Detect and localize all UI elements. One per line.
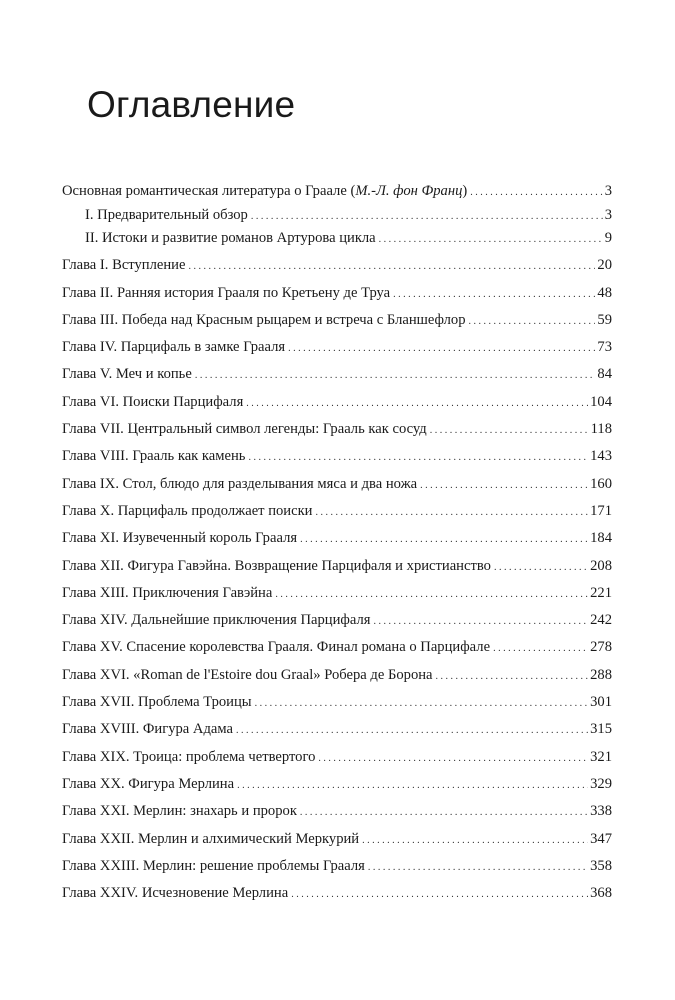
toc-entry-text: I. Предварительный обзор [85, 206, 248, 223]
toc-page-number: 338 [590, 803, 612, 820]
toc-entry-text: Глава XVIII. Фигура Адама [62, 721, 233, 738]
toc-entry-text: Глава XVII. Проблема Троицы [62, 694, 252, 711]
toc-entry-text: Глава XVI. «Roman de l'Estoire dou Graal» Робера де Борона [62, 666, 433, 683]
toc-entry-text: Глава XXIV. Исчезновение Мерлина [62, 885, 289, 902]
toc-entry-text: Глава XIV. Дальнейшие приключения Парцифаля [62, 612, 371, 629]
dot-leader [318, 749, 588, 768]
toc-entry-chapter[interactable] [62, 775, 612, 795]
toc-page-number: 171 [590, 502, 612, 519]
toc-entry-text: Глава XX. Фигура Мерлина [62, 775, 235, 792]
toc-entry-chapter[interactable] [62, 802, 612, 822]
toc-entry-chapter[interactable] [62, 884, 612, 904]
toc-entry-chapter[interactable] [62, 830, 612, 850]
toc-entry-text: Глава V. Меч и копье [62, 366, 192, 383]
toc-page-number: 278 [590, 639, 612, 656]
dot-leader [300, 530, 588, 549]
dot-leader [316, 503, 589, 522]
dot-leader [430, 421, 589, 440]
toc-entry-text: Глава X. Парцифаль продолжает поиски [62, 502, 313, 519]
toc-entry-intro[interactable] [62, 182, 612, 202]
toc-entry-chapter[interactable] [62, 284, 612, 304]
toc-page-number: 59 [597, 311, 612, 328]
toc-entry-chapter[interactable] [62, 857, 612, 877]
toc-page-number: 184 [590, 530, 612, 547]
dot-leader [188, 257, 595, 276]
dot-leader [362, 831, 588, 850]
toc-entry-text: Основная романтическая литература о Граале (М.-Л. фон Франц) [62, 183, 468, 199]
toc-entry-chapter[interactable] [62, 365, 612, 385]
toc-page-number: 288 [590, 666, 612, 683]
toc-entry-chapter[interactable] [62, 693, 612, 713]
dot-leader [494, 558, 588, 577]
toc-page-number: 84 [597, 366, 612, 383]
toc-page-number: 3 [604, 206, 612, 223]
dot-leader [436, 667, 589, 686]
dot-leader [236, 721, 588, 740]
toc-entry-chapter[interactable] [62, 338, 612, 358]
toc-entry-text: Глава XIII. Приключения Гавэйна [62, 584, 273, 601]
dot-leader [368, 858, 588, 877]
toc-page-number: 329 [590, 775, 612, 792]
toc-entry-text: Глава XXIII. Мерлин: решение проблемы Грааля [62, 857, 365, 874]
toc-entry-chapter[interactable] [62, 311, 612, 331]
dot-leader [246, 394, 588, 413]
toc-page-number: 242 [590, 612, 612, 629]
dot-leader [493, 639, 588, 658]
toc-entry-text: Глава II. Ранняя история Грааля по Кретьену де Труа [62, 284, 391, 301]
table-of-contents [62, 182, 612, 911]
toc-page-number: 20 [597, 257, 612, 274]
toc-page-number: 368 [590, 885, 612, 902]
dot-leader [379, 230, 603, 249]
toc-entry-text: Глава XXI. Мерлин: знахарь и пророк [62, 803, 297, 820]
toc-entry-text: Глава IV. Парцифаль в замке Грааля [62, 339, 286, 356]
toc-entry-text: Глава VI. Поиски Парцифаля [62, 393, 244, 410]
toc-entry-text: Глава XII. Фигура Гавэйна. Возвращение Парцифаля и христианство [62, 557, 491, 574]
toc-entry-chapter[interactable] [62, 666, 612, 686]
toc-page-number: 73 [597, 339, 612, 356]
toc-page-number: 104 [590, 393, 612, 410]
toc-page-number: 301 [590, 694, 612, 711]
toc-entry-text: II. Истоки и развитие романов Артурова цикла [85, 230, 376, 246]
toc-page-number: 315 [590, 721, 612, 738]
toc-entry-text: Глава XV. Спасение королевства Грааля. Финал романа о Парцифале [62, 639, 491, 656]
toc-page-number: 321 [590, 748, 612, 765]
toc-entry-sub[interactable] [62, 206, 612, 226]
toc-entry-text: Глава IX. Стол, блюдо для разделывания мяса и два ножа [62, 475, 418, 492]
toc-page-number: 3 [604, 183, 612, 199]
toc-page-number: 143 [590, 448, 612, 465]
toc-entry-sub[interactable] [62, 229, 612, 249]
toc-entry-text: Глава VIII. Грааль как камень [62, 448, 246, 465]
dot-leader [195, 366, 596, 385]
toc-page-number: 221 [590, 584, 612, 601]
toc-page-number: 9 [604, 230, 612, 246]
toc-page-number: 118 [590, 421, 612, 438]
toc-entry-text: Глава XIX. Троица: проблема четвертого [62, 748, 316, 765]
toc-entry-chapter[interactable] [62, 638, 612, 658]
toc-entry-chapter[interactable] [62, 256, 612, 276]
toc-entry-text: Глава III. Победа над Красным рыцарем и встреча с Бланшефлор [62, 311, 466, 328]
toc-entry-chapter[interactable] [62, 584, 612, 604]
toc-page-number: 358 [590, 857, 612, 874]
toc-entry-chapter[interactable] [62, 529, 612, 549]
toc-entry-chapter[interactable] [62, 748, 612, 768]
dot-leader [275, 585, 588, 604]
dot-leader [469, 312, 596, 331]
toc-entry-chapter[interactable] [62, 557, 612, 577]
toc-entry-text: Глава I. Вступление [62, 257, 186, 274]
toc-entry-chapter[interactable] [62, 393, 612, 413]
dot-leader [420, 476, 588, 495]
toc-entry-text: Глава XXII. Мерлин и алхимический Меркурий [62, 830, 360, 847]
dot-leader [288, 339, 595, 358]
dot-leader [393, 285, 595, 304]
toc-entry-chapter[interactable] [62, 420, 612, 440]
dot-leader [291, 885, 588, 904]
dot-leader [248, 448, 588, 467]
dot-leader [470, 183, 602, 202]
toc-entry-text: Глава VII. Центральный символ легенды: Грааль как сосуд [62, 421, 427, 438]
toc-page-number: 160 [590, 475, 612, 492]
toc-page-number: 48 [597, 284, 612, 301]
toc-page-number: 347 [590, 830, 612, 847]
toc-page-number: 208 [590, 557, 612, 574]
toc-entry-chapter[interactable] [62, 447, 612, 467]
dot-leader [373, 612, 588, 631]
toc-entry-text: Глава XI. Изувеченный король Грааля [62, 530, 298, 547]
dot-leader [255, 694, 588, 713]
toc-entry-chapter[interactable] [62, 611, 612, 631]
page-title: Оглавление [87, 84, 296, 125]
toc-entry-chapter[interactable] [62, 475, 612, 495]
toc-entry-chapter[interactable] [62, 720, 612, 740]
dot-leader [237, 776, 588, 795]
toc-entry-chapter[interactable] [62, 502, 612, 522]
dot-leader [251, 207, 603, 226]
dot-leader [300, 803, 588, 822]
